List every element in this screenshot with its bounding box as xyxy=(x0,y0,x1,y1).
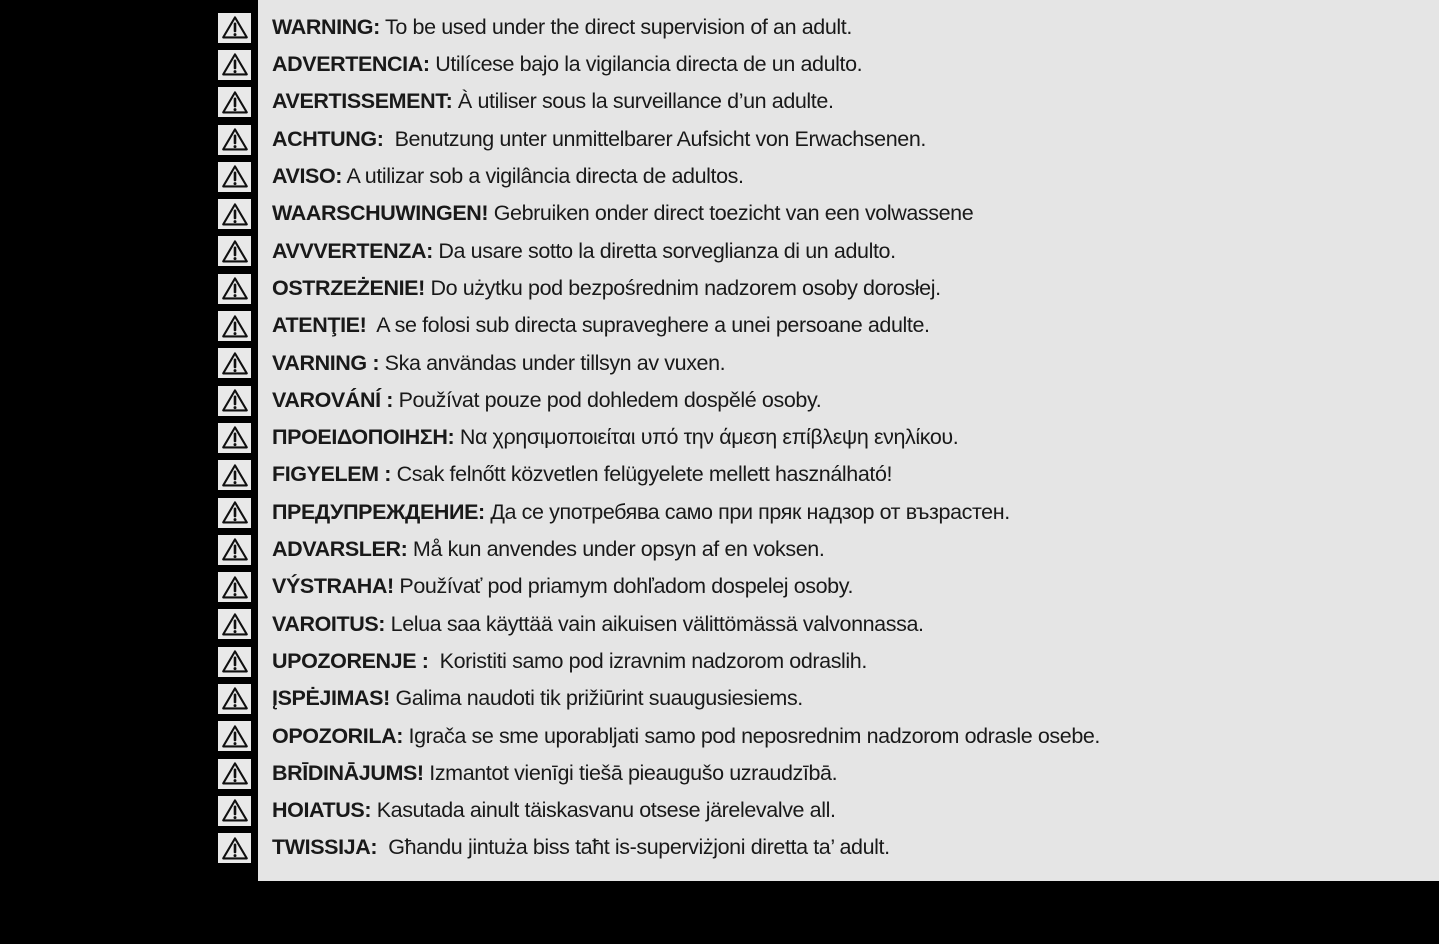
warning-label: ΠΡΟΕΙΔΟΠΟΙΗΣΗ: xyxy=(272,425,455,450)
warning-text xyxy=(272,464,892,486)
warning-triangle-icon xyxy=(218,796,251,826)
warning-triangle-icon xyxy=(218,759,251,789)
warning-body: Benutzung unter unmittelbarer Aufsicht von Erwachsenen. xyxy=(383,126,926,151)
warning-triangle-icon xyxy=(218,13,251,43)
warning-label: ATENŢIE! xyxy=(272,313,367,338)
warning-triangle-icon xyxy=(218,199,251,229)
warning-label: WAARSCHUWINGEN! xyxy=(272,201,489,226)
warning-text xyxy=(272,166,744,188)
warning-label: ПРЕДУПРЕЖДЕНИЕ: xyxy=(272,499,485,524)
warning-row xyxy=(0,195,1439,232)
warning-body: Koristiti samo pod izravnim nadzorom odraslih. xyxy=(428,648,867,673)
warning-row xyxy=(0,84,1439,121)
warning-body: Do użytku pod bezpośrednim nadzorem osoby dorosłej. xyxy=(424,275,941,300)
warning-row xyxy=(0,568,1439,605)
warning-text xyxy=(272,723,1101,748)
warning-triangle-icon xyxy=(218,647,251,677)
warning-text xyxy=(272,576,853,598)
warning-text xyxy=(272,275,941,300)
warning-label: AVVVERTENZA: xyxy=(272,238,433,263)
warning-row xyxy=(0,419,1439,456)
warning-body: Għandu jintuża biss taħt is-superviżjoni diretta ta’ adult. xyxy=(377,835,890,860)
warning-row xyxy=(0,830,1439,867)
warning-body: A utilizar sob a vigilância directa de adultos. xyxy=(342,164,744,189)
warning-body: Utilícese bajo la vigilancia directa de un adulto. xyxy=(429,52,863,77)
warning-body: Da usare sotto la diretta sorveglianza di un adulto. xyxy=(432,238,896,263)
warning-label: FIGYELEM : xyxy=(272,462,392,487)
warning-text xyxy=(272,427,958,449)
warning-text xyxy=(272,315,930,337)
warning-row xyxy=(0,531,1439,568)
warning-triangle-icon xyxy=(218,311,251,341)
warning-text xyxy=(272,499,1010,524)
warning-label: VAROVÁNÍ : xyxy=(272,387,394,412)
warning-triangle-icon xyxy=(218,87,251,117)
warning-row xyxy=(0,718,1439,755)
warning-body: Gebruiken onder direct toezicht van een volwassene xyxy=(488,201,974,226)
warning-label: AVISO: xyxy=(272,164,343,189)
warning-body: Må kun anvendes under opsyn af en voksen. xyxy=(407,537,825,562)
warning-text xyxy=(272,54,862,76)
warning-triangle-icon xyxy=(218,348,251,378)
warning-row xyxy=(0,494,1439,531)
warning-body: A se folosi sub directa supraveghere a unei persoane adulte. xyxy=(366,313,930,338)
warning-label: OPOZORILA: xyxy=(272,723,403,748)
warning-label: OSTRZEŻENIE! xyxy=(272,275,425,300)
warning-label: TWISSIJA: xyxy=(272,835,378,860)
warning-label: VÝSTRAHA! xyxy=(272,574,394,599)
warning-row xyxy=(0,755,1439,792)
warning-triangle-icon xyxy=(218,162,251,192)
warning-row xyxy=(0,46,1439,83)
warning-triangle-icon xyxy=(218,125,251,155)
warning-body: Galima naudoti tik prižiūrint suaugusiesiems. xyxy=(389,686,803,711)
warning-text xyxy=(272,800,836,822)
warning-label: ĮSPĖJIMAS! xyxy=(272,686,390,711)
warning-row xyxy=(0,382,1439,419)
warning-label: UPOZORENJE : xyxy=(272,648,429,673)
warning-row xyxy=(0,233,1439,270)
warning-text xyxy=(272,760,838,785)
warning-row xyxy=(0,457,1439,494)
warning-label: ACHTUNG: xyxy=(272,126,384,151)
warning-body: Да се употребява само при пряк надзор от възрастен. xyxy=(484,499,1010,524)
warning-triangle-icon xyxy=(218,572,251,602)
warning-text xyxy=(272,14,852,39)
warning-triangle-icon xyxy=(218,498,251,528)
warning-row xyxy=(0,9,1439,46)
warning-triangle-icon xyxy=(218,721,251,751)
warning-triangle-icon xyxy=(218,423,251,453)
warning-triangle-icon xyxy=(218,684,251,714)
warning-text xyxy=(272,539,824,561)
warning-triangle-icon xyxy=(218,460,251,490)
warning-text xyxy=(272,387,822,412)
warning-triangle-icon xyxy=(218,236,251,266)
warning-body: Csak felnőtt közvetlen felügyelete mellett használható! xyxy=(391,462,893,487)
warning-text xyxy=(272,611,924,636)
warning-body: Igrača se sme uporabljati samo pod neposrednim nadzorom odrasle osebe. xyxy=(402,723,1101,748)
warning-body: Kasutada ainult täiskasvanu otsese järelevalve all. xyxy=(371,798,836,823)
warning-text xyxy=(272,91,834,113)
warning-label: AVERTISSEMENT: xyxy=(272,89,453,114)
warning-row xyxy=(0,643,1439,680)
warning-body: Ska användas under tillsyn av vuxen. xyxy=(379,350,726,375)
warning-text xyxy=(272,238,896,263)
warning-triangle-icon xyxy=(218,274,251,304)
warning-triangle-icon xyxy=(218,386,251,416)
warning-triangle-icon xyxy=(218,535,251,565)
warning-body: Izmantot vienīgi tiešā pieaugušo uzraudzībā. xyxy=(423,760,838,785)
warning-text xyxy=(272,203,973,225)
warning-body: Používat pouze pod dohledem dospělé osoby. xyxy=(393,387,822,412)
warning-label: ADVERTENCIA: xyxy=(272,52,430,77)
warning-row xyxy=(0,680,1439,717)
warning-text xyxy=(272,688,803,710)
warning-row xyxy=(0,792,1439,829)
warning-label: HOIATUS: xyxy=(272,798,372,823)
warning-body: Používať pod priamym dohľadom dospelej osoby. xyxy=(393,574,854,599)
warning-label: WARNING: xyxy=(272,14,380,39)
warning-row xyxy=(0,158,1439,195)
warning-label: BRĪDINĀJUMS! xyxy=(272,760,424,785)
warning-label: VARNING : xyxy=(272,350,380,375)
warning-label: VAROITUS: xyxy=(272,611,386,636)
warning-text xyxy=(272,837,890,859)
warning-triangle-icon xyxy=(218,609,251,639)
warning-row xyxy=(0,307,1439,344)
warning-triangle-icon xyxy=(218,50,251,80)
warning-row xyxy=(0,606,1439,643)
warning-body: Lelua saa käyttää vain aikuisen välittömässä valvonnassa. xyxy=(385,611,924,636)
warning-row xyxy=(0,121,1439,158)
warning-text xyxy=(272,350,726,375)
warning-row xyxy=(0,270,1439,307)
warning-row xyxy=(0,345,1439,382)
warning-body: Να χρησιμοποιείται υπό την άμεση επίβλεψη ενηλίκου. xyxy=(454,425,959,450)
warning-label: ADVARSLER: xyxy=(272,537,408,562)
warning-triangle-icon xyxy=(218,833,251,863)
warning-text xyxy=(272,126,926,151)
warning-body: À utiliser sous la surveillance d’un adulte. xyxy=(452,89,834,114)
warning-body: To be used under the direct supervision of an adult. xyxy=(379,14,852,39)
warning-text xyxy=(272,648,867,673)
